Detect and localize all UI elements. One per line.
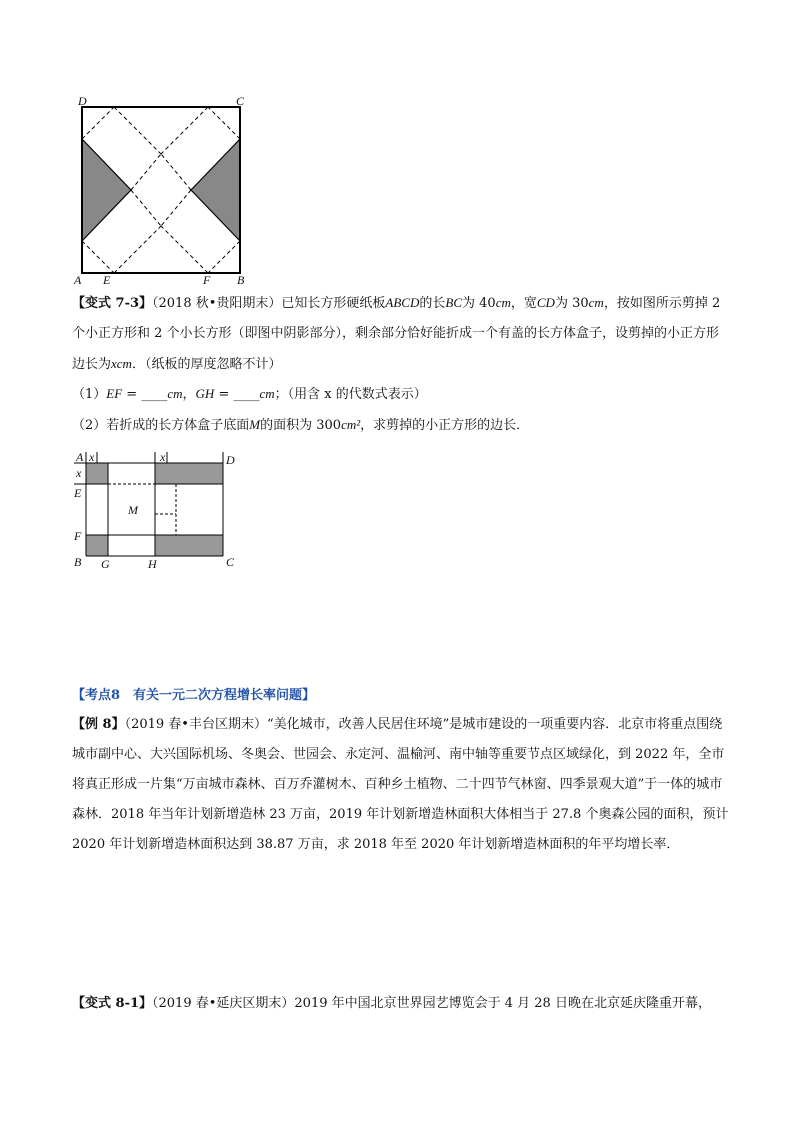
question-2 [72,414,529,433]
math-ef: EF [106,386,123,401]
math-cm: cm [495,295,511,310]
label-x-left: x [76,466,82,480]
variant-tag: 【变式 7-3】 [72,296,153,311]
text: ，宽 [510,296,537,311]
label-E: E [103,273,111,287]
dashed-fold-lines [108,484,176,535]
label-B: B [237,273,245,287]
text: ；（用含 x 的代数式表示） [274,387,427,402]
text: 已知长方形硬纸板 [281,296,386,311]
variant-source: （2018 秋•贵阳期末） [152,296,282,311]
text: ， [182,387,196,402]
label-C: C [226,555,235,569]
label-x-top-1: x [89,450,95,464]
label-B: B [74,555,82,569]
figure-square-cutout [60,92,260,288]
variant-8-1-problem [72,992,711,1011]
math-xcm: xcm [111,356,132,371]
text: 为 30 [554,296,589,311]
math-cm: cm [259,386,275,401]
text: 的面积为 300 [260,418,342,433]
variant-7-3-problem [72,288,732,380]
text: ．（纸板的厚度忽略不计） [131,357,282,372]
label-G: G [101,557,110,571]
text: 的长 [419,296,446,311]
label-F: F [203,273,211,287]
figure-rectangle-net [70,444,250,574]
math-gh: GH [195,386,215,401]
shaded-triangle-left [82,139,131,241]
example-source: （2019 春•丰台区期末） [124,717,267,732]
text: （2）若折成的长方体盒子底面 [72,418,250,433]
label-D: D [78,94,87,108]
math-cd: CD [536,295,555,310]
text: ，求剪掉的小正方形的边长． [360,418,530,433]
blank: = ____ [214,387,260,402]
label-C: C [236,94,245,108]
math-cm: cm [588,295,604,310]
variant-body: 2019 年中国北京世界园艺博览会于 4 月 28 日晚在北京延庆隆重开幕， [294,996,711,1011]
blank: = ____ [122,387,168,402]
shaded-triangle-right [191,139,240,241]
variant-source: （2019 春•延庆区期末） [152,996,295,1011]
math-m: M [249,417,261,432]
label-A: A [74,273,82,287]
text: ，按如图所示剪掉 2 个小正方形和 2 个小长方形（即图中阴影部分），剩余部分恰好能折成一个有盖的长方体盒子，设剪掉的小正方形边长为 [72,296,721,372]
math-abcd: ABCD [385,295,420,310]
math-cm2: cm² [341,417,361,432]
label-M: M [128,503,138,517]
math-bc: BC [445,295,463,310]
math-cm: cm [167,386,183,401]
variant-tag: 【变式 8-1】 [72,996,153,1011]
label-E: E [74,486,82,500]
label-H: H [148,557,157,571]
label-x-top-2: x [160,450,166,464]
section-heading: 【考点8 有关一元二次方程增长率问题】 [72,688,316,703]
example-tag: 【例 8】 [72,717,125,732]
example-8-problem [72,710,732,860]
label-F: F [74,529,82,543]
question-1 [72,383,427,402]
example-body: “美化城市，改善人民居住环境”是城市建设的一项重要内容．北京市将重点围绕城市副中心、大兴国际机场、冬奥会、世园会、永定河、温榆河、南中轴等重要节点区域绿化，到 2022 年，全市将真正形成一片集“万亩城市森林、百万乔灌树木、百种乡土植物、二十四节气林窗、四季景观大道”于一体的城市森林．2018 年当年计划新增造林 23 万亩，2019 年计划新增造林面积大体相当于 27.8 个奥森公园的面积，预计 2020 年计划新增造林面积达到 38.87 万亩，求 2018 年至 2020 年计划新增造林面积的年平均增长率． [72,717,729,852]
text: 为 40 [462,296,496,311]
text: （1） [72,387,107,402]
label-D: D [226,453,235,467]
label-A: A [76,450,84,464]
